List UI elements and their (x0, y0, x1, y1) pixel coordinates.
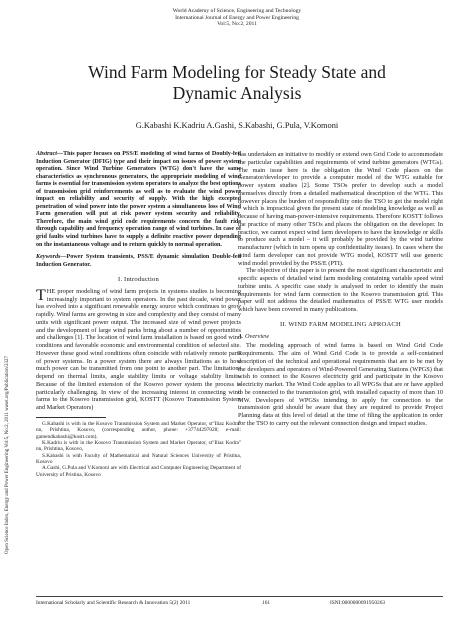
footnote-author-2: K.Kadriu is with in the Kosovo Transmission System and Market Operator, st"Iliaz Kodra" nn, Prishtina, Kosovo, (36, 439, 241, 453)
title-line-1: Wind Farm Modeling for Steady State and (88, 62, 386, 82)
footnote-divider (36, 417, 106, 418)
paper-title (40, 62, 434, 104)
header-line-journal: International Journal of Energy and Power Engineering (175, 14, 299, 21)
footnote-author-1: G.Kabashi is with in the Kosovo Transmission System and Market Operator, st"Iliaz Kodra" nn, Prishtina, Kosovo, (corresponding author, phone: +37744297028; e-mail: gamendkabashi@kostt.com). (36, 420, 241, 440)
keywords-label: Keywords— (36, 254, 67, 261)
footer-journal: International Scholarly and Scientific Research & Innovation 5(2) 2011 (36, 600, 191, 606)
title-line-2: Dynamic Analysis (172, 83, 302, 103)
header-line-publisher: World Academy of Science, Engineering and Technology (172, 8, 302, 14)
section-heading-introduction: I. Introduction (117, 276, 160, 284)
section-heading-modeling: II. WIND FARM MODELING APROACH (280, 320, 401, 328)
side-margin-note (4, 345, 13, 565)
abstract-label: Abstract— (36, 151, 64, 157)
footnote-author-3: S.Kabashi is with Faculty of Mathematical and Natural Sciences University of Pristina, Kosovo (36, 452, 241, 466)
footnote-author-4: A.Gashi, G.Pula and V.Komoni are with Electrical and Computer Engineering Department of University of Pristina, Kosovo (36, 465, 241, 478)
keywords (36, 254, 241, 269)
author-list: G.Kabashi K.Kadriu A.Gashi, S.Kabashi, G.Pula, V.Komoni (135, 121, 339, 130)
footer-page-number: 161 (262, 600, 271, 606)
abstract (36, 151, 241, 249)
journal-header (0, 8, 474, 28)
intro-paragraph (36, 288, 241, 412)
header-line-volume: Vol:5, No:2, 2011 (217, 21, 257, 28)
body-paragraph-1: has undertaken an initiative to modify or extend own Grid Code to accommodate the particular capabilities and requirements of wind turbine generators (WTGs). The main issue here is the obligation the Wind Code places on the Generator/developer to provide a computer model of the WTG suitable for power system studies [2]. Some TSOs prefer to develop such a model themselves directly from a detailed mathematical description of the WTG. This however places the burden of responsibility onto the TSO to get the model right – which is impractical given the present state of modeling knowledge as well as because of having man-power-intensive requirements. Therefore KOSTT follows the practice of many other TSOs and places the obligation on the developer. In practice, we cannot expect wind farm developers to have the knowledge or skills to produce such a model – it will probably be provided by the wind turbine manufacturer (which in turn opens up confidentiality issues). In cases where the wind farm developer can not provide WTG model, KOSTT will use generic wind model provided by the PSS/E (PTI). (238, 151, 443, 267)
subsection-heading-overview: A. Overview (238, 332, 270, 340)
abstract-body: This paper focuses on PSS/E modeling of wind farms of Doubly-fed Induction Generator (DFIG) type and their impact on issues of power system operation. Since Wind Turbine Generators (WTG) don't have the same characteristics as synchronous generators, the appropriate modeling of wind farms is essential for transmission system operators to analyze the best options of transmission grid reinforcements as well as to evaluate the wind power impact on reliability and security of supply. With the high excepted penetration of wind power into the power system a simultaneous loss of Wind Farm generation will put at risk power system security and reliability. Therefore, the main wind grid code requirements concern the fault ride through capability and frequency operation range of wind turbines. In case of grid faults wind turbines have to supply a definite reactive power depending on the instantaneous voltage and to return quickly to normal operation. (36, 151, 241, 248)
footer-isni: ISNI:0000000091950263 (330, 600, 386, 606)
intro-paragraph-text: HE proper modeling of wind farm projects in systems studies is becoming increasingly important to system operators. In the past decade, wind power has evolved into a significant renewable energy source which continues to grow rapidly. Wind farms are growing in size and complexity and they consist of many units with significant power output. The increased size of wind power projects and the development of large wind parks bring about a number of opportunities and challenges [1]. The location of wind farm installation is based on good wind conditions and favorable economic and environmental condition of selected site. However these good wind conditions often coincide with relatively remote parts of power systems. In a power system there are always limitations as to how much power can be transmitted from one point to another part. The limitations depend on thermal limits, angle stability limits or voltage stability limits. Because of the limited extension of the Kosovo power system the process is particularly challenging. In view of the increasing interest in connecting wind farms to the Kosovo transmission grid, KOSTT (Kosovo Transmission System and Market Operators) (36, 287, 241, 412)
drop-cap: T (36, 286, 46, 304)
right-column (238, 151, 443, 591)
body-paragraph-2: The objective of this paper is to present the most significant characteristic and specific aspects of detailed wind farm modeling containing variable speed wind turbine units. A specific case study is analysed in order to identify the main requirements for wind farm connection to the Kosovo transmission grid. This paper will not address the detailed mathematics of PSS/E WTG user models which have been covered in many publications. (238, 267, 443, 313)
body-paragraph-3: The modeling approach of wind farms is based on Wind Grid Code Requirements. The aim of Wind Grid Code is to provide a self-contained description of the technical and operational requirements that are to be met by the developers and operators of Wind-Powered Generating Stations (WPGS) that wish to connect to the Kosovo electricity grid and participate in the Kosovo electricity market. The Wind Code applies to all WPGSs that are or have applied to be connected to the transmission grid, with installed capacity of more than 10 MW. Developers of WPGSs intending to apply for connection to the transmission grid should be aware that they are required to provide Project Planning data at this level of detail at the time of filing the application in order for the TSO to carry out the relevant connection design and impact studies. (238, 342, 443, 427)
left-column (36, 151, 241, 591)
side-margin-text: Open Science Index, Energy and Power Engineering Vol:5, No:2, 2011 waset.org/Publication/2327 (5, 355, 10, 555)
footer-divider (36, 596, 443, 597)
keywords-body: Power System transients, PSS/E dynamic simulation Double-fed Induction Generator. (36, 254, 241, 268)
